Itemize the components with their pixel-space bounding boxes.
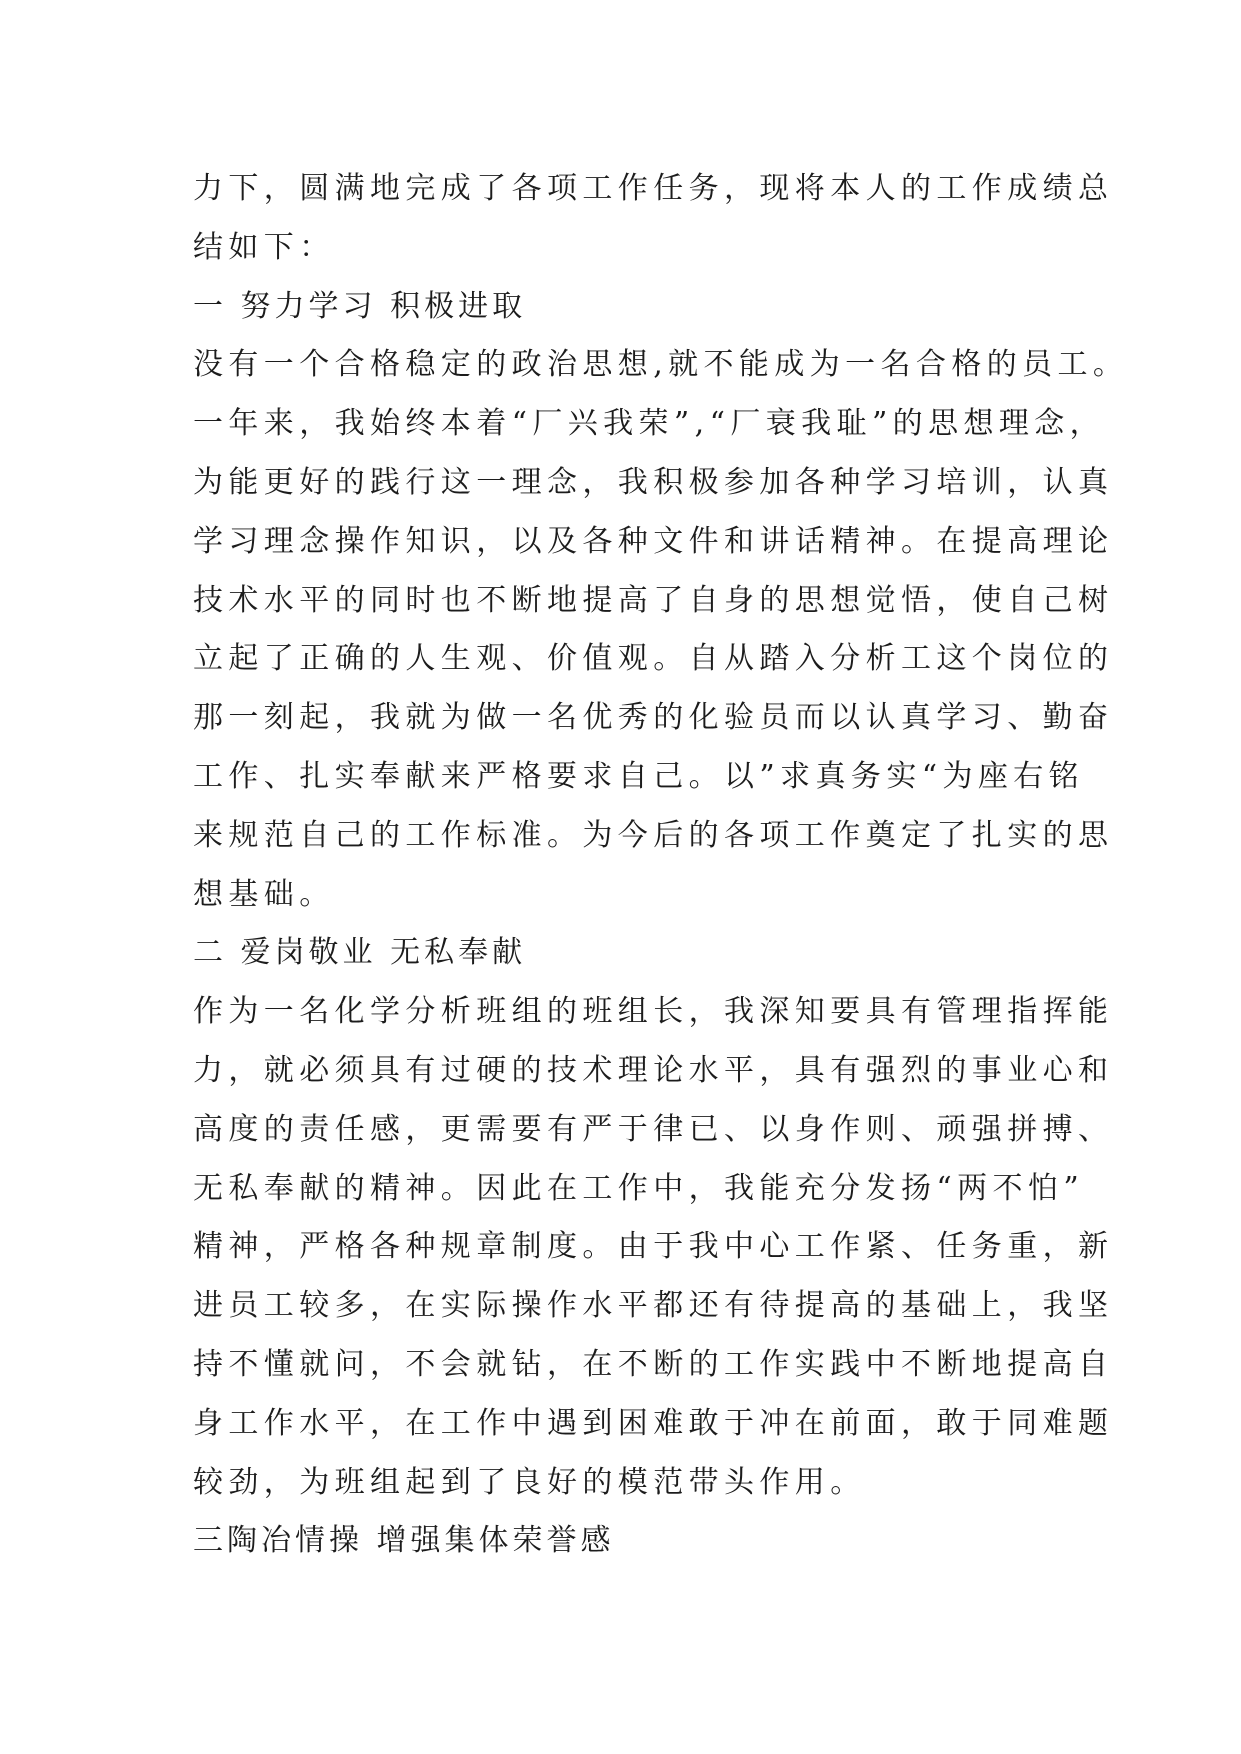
text-line: 较劲，为班组起到了良好的模范带头作用。 [193, 1464, 866, 1500]
section-heading: 三陶冶情操 增强集体荣誉感 [193, 1523, 615, 1559]
text-line: 立起了正确的人生观、价值观。自从踏入分析工这个岗位的 [193, 641, 1114, 677]
text-line: 工作、扎实奉献来严格要求自己。以”求真务实“为座右铭 [193, 758, 1085, 794]
text-line: 持不懂就问，不会就钻，在不断的工作实践中不断地提高自 [193, 1346, 1114, 1382]
text-line: 作为一名化学分析班组的班组长，我深知要具有管理指挥能 [193, 994, 1114, 1030]
text-line: 力，就必须具有过硬的技术理论水平，具有强烈的事业心和 [193, 1052, 1114, 1088]
text-line: 想基础。 [193, 876, 335, 912]
text-line: 精神，严格各种规章制度。由于我中心工作紧、任务重，新 [193, 1229, 1114, 1265]
text-line: 一年来，我始终本着“厂兴我荣”,“厂衰我耻”的思想理念， [193, 406, 1106, 442]
document-page [193, 160, 1129, 1571]
text-line: 技术水平的同时也不断地提高了自身的思想觉悟，使自己树 [193, 582, 1114, 618]
text-line: 力下，圆满地完成了各项工作任务，现将本人的工作成绩总 [193, 171, 1114, 206]
text-line: 高度的责任感，更需要有严于律已、以身作则、顽强拼搏、 [193, 1111, 1114, 1147]
text-line: 来规范自己的工作标准。为今后的各项工作奠定了扎实的思 [193, 817, 1114, 853]
text-line: 进员工较多，在实际操作水平都还有待提高的基础上，我坚 [193, 1288, 1114, 1324]
text-line: 那一刻起，我就为做一名优秀的化验员而以认真学习、勤奋 [193, 700, 1114, 736]
text-line: 无私奉献的精神。因此在工作中，我能充分发扬“两不怕” [193, 1170, 1085, 1206]
text-line: 为能更好的践行这一理念，我积极参加各种学习培训，认真 [193, 464, 1114, 500]
section-heading: 一 努力学习 积极进取 [193, 288, 527, 324]
text-line: 没有一个合格稳定的政治思想,就不能成为一名合格的员工。 [193, 347, 1129, 383]
section-heading: 二 爱岗敬业 无私奉献 [193, 935, 527, 971]
text-line: 身工作水平，在工作中遇到困难敢于冲在前面，敢于同难题 [193, 1405, 1114, 1441]
text-line: 结如下： [193, 229, 335, 265]
text-line: 学习理念操作知识，以及各种文件和讲话精神。在提高理论 [193, 523, 1114, 559]
